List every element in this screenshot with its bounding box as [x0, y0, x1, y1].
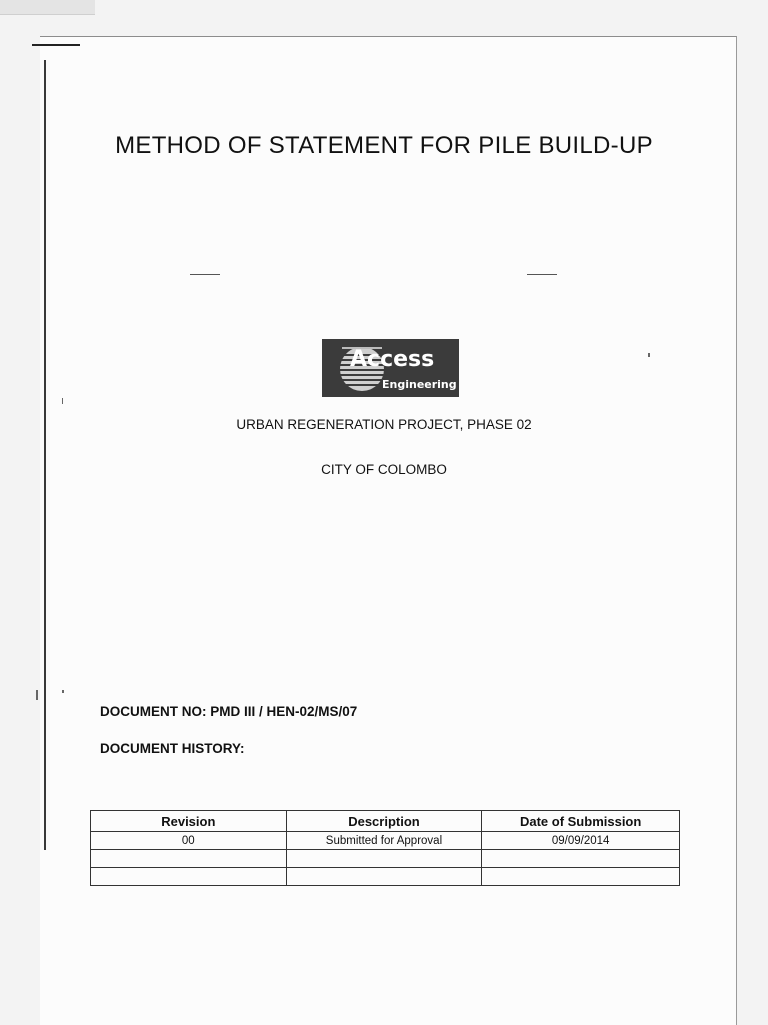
- table-row: [91, 868, 680, 886]
- table-header-row: [91, 811, 680, 832]
- scan-speck: [36, 690, 38, 700]
- header-description: Description: [286, 811, 482, 832]
- header-revision: Revision: [91, 811, 287, 832]
- cell-description: [286, 850, 482, 868]
- cell-revision: 00: [91, 832, 287, 850]
- divider-right: [527, 274, 557, 275]
- cell-description: Submitted for Approval: [286, 832, 482, 850]
- logo-text: Access: [350, 347, 435, 372]
- cell-description: [286, 868, 482, 886]
- header-date: Date of Submission: [482, 811, 680, 832]
- document-title: METHOD OF STATEMENT FOR PILE BUILD-UP: [115, 132, 653, 159]
- scan-edge: [0, 0, 95, 15]
- scan-speck: [62, 398, 63, 404]
- document-history-label: DOCUMENT HISTORY:: [100, 741, 245, 756]
- cell-date: 09/09/2014: [482, 832, 680, 850]
- table-row: [91, 850, 680, 868]
- page-left-rule: [44, 60, 46, 850]
- margin-mark: [32, 44, 80, 46]
- company-logo: [322, 339, 459, 397]
- scan-speck: [648, 353, 650, 357]
- divider-left: [190, 274, 220, 275]
- cell-revision: [91, 850, 287, 868]
- table-row: [91, 832, 680, 850]
- city-name: CITY OF COLOMBO: [321, 462, 447, 477]
- cell-date: [482, 868, 680, 886]
- cell-date: [482, 850, 680, 868]
- scan-speck: [62, 690, 64, 693]
- cell-revision: [91, 868, 287, 886]
- document-number: DOCUMENT NO: PMD III / HEN-02/MS/07: [100, 704, 358, 719]
- history-table: [90, 810, 680, 886]
- logo-subtext: Engineering: [382, 378, 457, 391]
- project-name: URBAN REGENERATION PROJECT, PHASE 02: [236, 417, 532, 432]
